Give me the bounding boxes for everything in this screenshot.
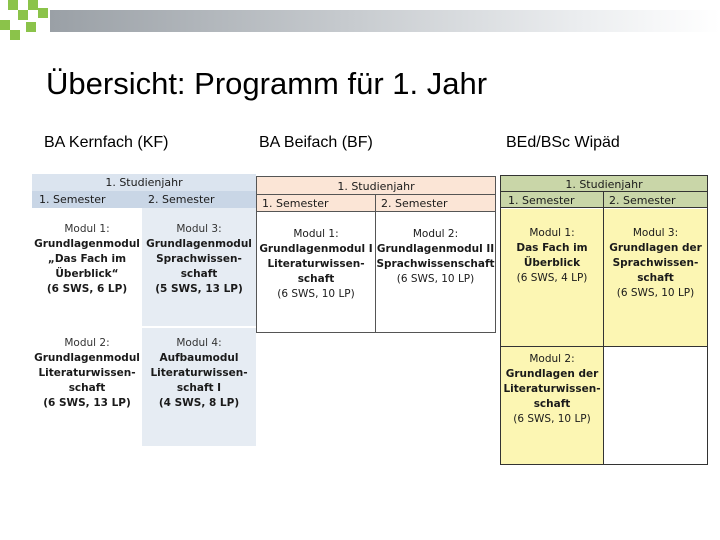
page-title: Übersicht: Programm für 1. Jahr <box>46 66 488 101</box>
bf-semester-2: 2. Semester <box>381 197 448 210</box>
kf-modul-2: Modul 2: Grundlagenmodul Literaturwissen- schaft (6 SWS, 13 LP) <box>34 337 140 409</box>
decor-square <box>18 10 28 20</box>
bed-year-header: 1. Studienjahr <box>565 178 643 191</box>
column-heading-kf: BA Kernfach (KF) <box>44 134 169 151</box>
kf-modul-4: Modul 4: Aufbaumodul Literaturwissen- schaft I (4 SWS, 8 LP) <box>150 337 248 409</box>
header-bar <box>50 10 720 32</box>
bf-year-header: 1. Studienjahr <box>337 180 415 193</box>
bed-semester-1: 1. Semester <box>508 194 575 207</box>
decor-square <box>8 0 18 10</box>
kf-modul-3: Modul 3: Grundlagenmodul Sprachwissen- schaft (5 SWS, 13 LP) <box>146 223 252 295</box>
decor-square <box>26 22 36 32</box>
kf-modul-1: Modul 1: Grundlagenmodul „Das Fach im Überblick“ (6 SWS, 6 LP) <box>34 223 140 295</box>
bf-table <box>256 176 496 333</box>
decor-square <box>0 20 10 30</box>
bed-modul-3: Modul 3: Grundlagen der Sprachwissen- schaft (6 SWS, 10 LP) <box>609 227 702 299</box>
kf-semester-2: 2. Semester <box>148 193 215 206</box>
bf-semester-1: 1. Semester <box>262 197 329 210</box>
bf-modul-2: Modul 2: Grundlagenmodul II Sprachwissenschaft (6 SWS, 10 LP) <box>376 228 495 285</box>
decor-square <box>28 0 38 10</box>
kf-year-header: 1. Studienjahr <box>105 176 183 189</box>
bf-modul-1: Modul 1: Grundlagenmodul I Literaturwissen- schaft (6 SWS, 10 LP) <box>259 228 373 300</box>
kf-table <box>32 174 256 446</box>
column-heading-bed: BEd/BSc Wipäd <box>506 134 620 151</box>
kf-semester-1: 1. Semester <box>39 193 106 206</box>
decor-square <box>10 30 20 40</box>
column-heading-bf: BA Beifach (BF) <box>259 134 373 151</box>
bed-modul-2: Modul 2: Grundlagen der Literaturwissen- schaft (6 SWS, 10 LP) <box>503 353 601 425</box>
bed-modul-1: Modul 1: Das Fach im Überblick (6 SWS, 4 LP) <box>516 227 588 284</box>
bed-semester-2: 2. Semester <box>609 194 676 207</box>
bed-table <box>500 175 708 465</box>
decor-square <box>38 8 48 18</box>
